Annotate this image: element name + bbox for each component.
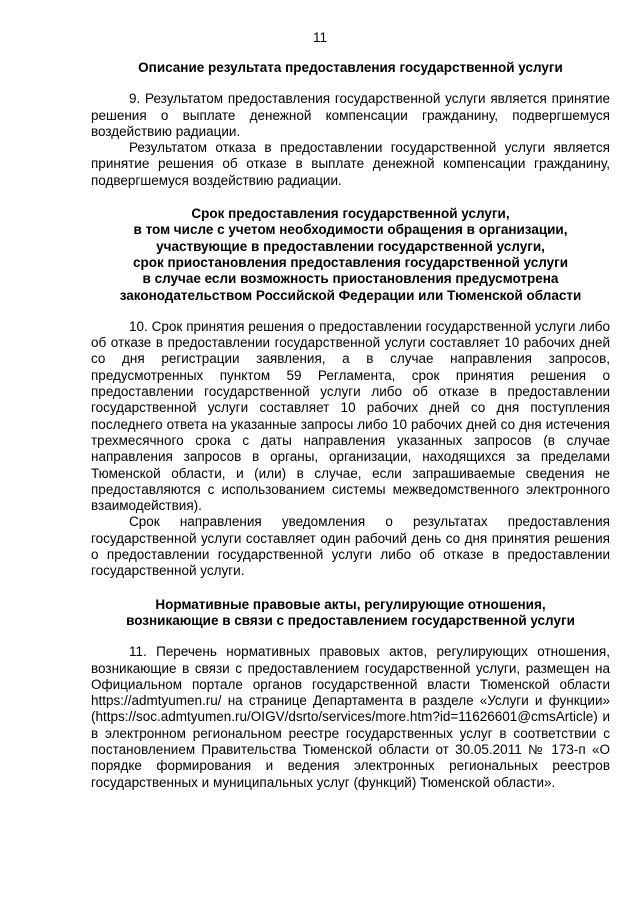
heading-line: Срок предоставления государственной услуги, <box>191 206 510 222</box>
paragraph: 9. Результатом предоставления государственной услуги является принятие решения о выплате денежной компенсации гражданину, подвергшемуся воздействию радиации. <box>91 91 610 139</box>
paragraph: Результатом отказа в предоставлении государственной услуги является принятие решения об отказе в выплате денежной компенсации гражданину, подвергшемуся воздействию радиации. <box>91 140 610 188</box>
section-heading <box>91 206 610 304</box>
heading-line: Нормативные правовые акты, регулирующие отношения, <box>155 596 546 612</box>
section-heading <box>91 60 610 76</box>
heading-line: законодательством Российской Федерации или Тюменской области <box>119 287 582 303</box>
heading-line: возникающие в связи с предоставлением государственной услуги <box>126 612 575 628</box>
paragraph: Срок направления уведомления о результатах предоставления государственной услуги составляет один рабочий день со дня принятия решения о предоставлении государственной услуги либо об отказе в предоставлении государственной услуги. <box>91 514 610 579</box>
document-body <box>91 60 610 791</box>
heading-line: участвующие в предоставлении государственной услуги, <box>156 238 545 254</box>
section-heading <box>91 597 610 630</box>
section-legal-acts <box>91 597 610 791</box>
heading-line: в том числе с учетом необходимости обращения в организации, <box>133 222 568 238</box>
paragraph: 11. Перечень нормативных правовых актов, регулирующих отношения, возникающие в связи с предоставлением государственной услуги, размещен на Официальном портале органов государственной власти Тюменской области https://admtyumen.ru/ на странице Департамента в разделе «Услуги и функции» (https://soc.admtyumen.ru/OIGV/dsrto/services/more.htm?id=11626601@cmsArticle) и в электронном региональном реестре государственных услуг в соответствии с постановлением Правительства Тюменской области от 30.05.2011 № 173-п «О порядке формирования и ведения электронных региональных реестров государственных и муниципальных услуг (функций) Тюменской области». <box>91 644 610 790</box>
heading-line: Описание результата предоставления государственной услуги <box>138 60 563 75</box>
page-number: 11 <box>312 30 327 45</box>
paragraph: 10. Срок принятия решения о предоставлении государственной услуги либо об отказе в предоставлении государственной услуги составляет 10 рабочих дней со дня регистрации заявления, а в случае направления запросов, предусмотренных пунктом 59 Регламента, срок принятия решения о предоставлении государственной услуги либо об отказе в предоставлении государственной услуги составляет 10 рабочих дней со дня поступления последнего ответа на указанные запросы либо 10 рабочих дней со дня истечения трехмесячного срока с даты направления указанных запросов (в случае направления запросов в органы, организации, находящихся за пределами Тюменской области, и (или) в случае, если запрашиваемые сведения не предоставляются с использованием системы межведомственного электронного взаимодействия). <box>91 318 610 514</box>
heading-line: срок приостановления предоставления государственной услуги <box>132 254 569 270</box>
section-result-description <box>91 60 610 189</box>
section-service-term <box>91 206 610 580</box>
heading-line: в случае если возможность приостановления предусмотрена <box>142 271 559 287</box>
